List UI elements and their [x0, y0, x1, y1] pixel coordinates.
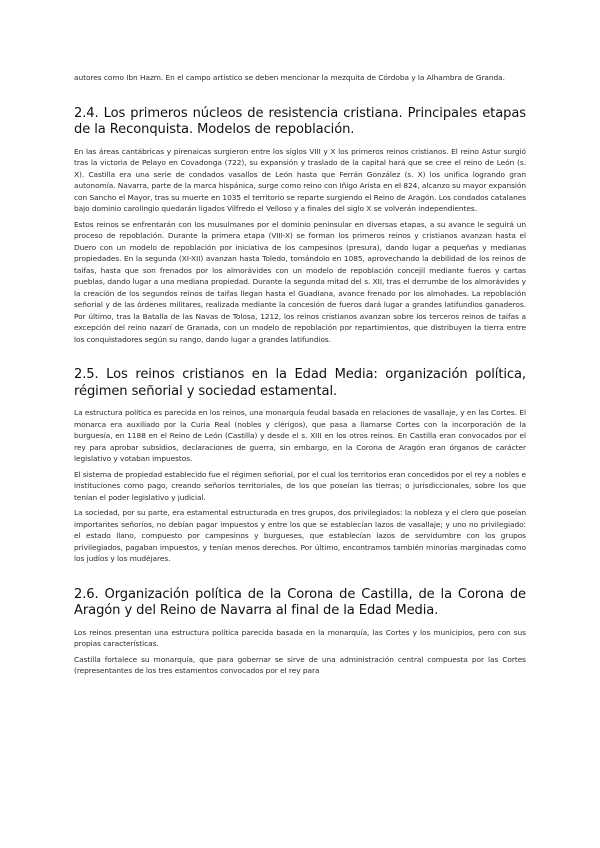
intro-paragraph: autores como Ibn Hazm. En el campo artístico se deben mencionar la mezquita de Córdoba y la Alhambra de Granda. [74, 73, 505, 82]
paragraph: Castilla fortalece su monarquía, que para gobernar se sirve de una administración central compuesta por las Cortes (representantes de los tres estamentos convocados por el rey para [74, 654, 526, 675]
paragraph: Estos reinos se enfrentarán con los musulmanes por el dominio peninsular en diversas etapas, a su avance le seguirá un proceso de repoblación. Durante la primera etapa (VIII-X) se forman los primeros reinos y cristianos avanzan hasta el Duero con un modelo de repoblación por iniciativa de los campesinos (presura), dando lugar a pequeñas y medianas propiedades. En la segunda (XI-XII) avanzan hasta Toledo, tomándolo en 1085, aprovechando la debilidad de los reinos de taifas, hasta que son frenados por los almorávides con un modelo de repoblación concejil mediante fueros y cartas pueblas, dando lugar a una mediana propiedad. Durante la segunda mitad del s. XII, tras el derrumbe de los almorávides y la creación de los segundos reinos de taifas llegan hasta el Guadiana, avance frenado por los almohades. La repoblación señorial y de las órdenes militares, realizada mediante la concesión de fueros dará lugar a grandes latifundios ganaderos. Por último, tras la Batalla de las Navas de Tolosa, 1212, los reinos cristianos avanzan sobre los terceros reinos de taifas a excepción del reino nazarí de Granada, con un modelo de repoblación por repartimientos, que distribuyen la tierra entre los conquistadores según su rango, dando lugar a grandes latifundios. [74, 219, 526, 344]
document-page [74, 72, 526, 681]
section-heading: 2.4. Los primeros núcleos de resistencia cristiana. Principales etapas de la Reconquista. Modelos de repoblación. [74, 105, 526, 137]
paragraph: El sistema de propiedad establecido fue el régimen señorial, por el cual los territorios eran concedidos por el rey a nobles e instituciones como pago, creando señoríos territoriales, de los que poseían las tierras; o jurisdiccionales, sobre los que tenían el poder legislativo y judicial. [74, 469, 526, 502]
paragraph: En las áreas cantábricas y pirenaicas surgieron entre los siglos VIII y X los primeros reinos cristianos. El reino Astur surgió tras la victoria de Pelayo en Covadonga (722), su expansión y traslado de la capital hará que se cree el reino de León (s. X). Castilla era una serie de condados vasallos de León hasta que Ferrán González (s. X) los unifica logrando gran autonomía. Navarra, parte de la marca hispánica, surge como reino con Iñigo Arista en el 824, alcanzo su mayor expansión con Sancho el Mayor, tras su muerte en 1035 el territorio se reparte surgiendo el Reino de Aragón. Los condados catalanes bajo dominio carolingio quedarán ligados Vilfredo el Velloso y a finales del siglo X se volverán independientes. [74, 146, 526, 213]
section-2-5 [74, 367, 526, 565]
paragraph: La sociedad, por su parte, era estamental estructurada en tres grupos, dos privilegiados: la nobleza y el clero que poseían importantes señoríos, no debían pagar impuestos y entre los que se establecían lazos de vasallaje; y uno no privilegiado: el estado llano, compuesto por campesinos y burgueses, que establecían lazos de servidumbre con los grupos privilegiados, pagaban impuestos, y tenían menos derechos. Por último, encontramos también minorías marginadas como los judíos y los mudéjares. [74, 508, 526, 563]
section-2-6 [74, 587, 526, 677]
paragraph: La estructura política es parecida en los reinos, una monarquía feudal basada en relaciones de vasallaje, y en las Cortes. El monarca era auxiliado por la Curia Real (nobles y clérigos), que pasa a llamarse Cortes con la incorporación de la burguesía, en 1188 en el Reino de León (Castilla) y desde el s. XIII en los otros reinos. En Castilla eran convocados por el rey para aprobar subsidios, declaraciones de guerra, sin embargo, en la Corona de Aragón eran órganos de carácter legislativo y votaban impuestos. [74, 408, 526, 463]
paragraph: Los reinos presentan una estructura política parecida basada en la monarquía, las Cortes y los municipios, pero con sus propias características. [74, 627, 526, 648]
section-2-4 [74, 106, 526, 346]
section-heading: 2.5. Los reinos cristianos en la Edad Media: organización política, régimen señorial y sociedad estamental. [74, 367, 526, 399]
section-heading: 2.6. Organización política de la Corona de Castilla, de la Corona de Aragón y del Reino de Navarra al final de la Edad Media. [74, 586, 526, 618]
